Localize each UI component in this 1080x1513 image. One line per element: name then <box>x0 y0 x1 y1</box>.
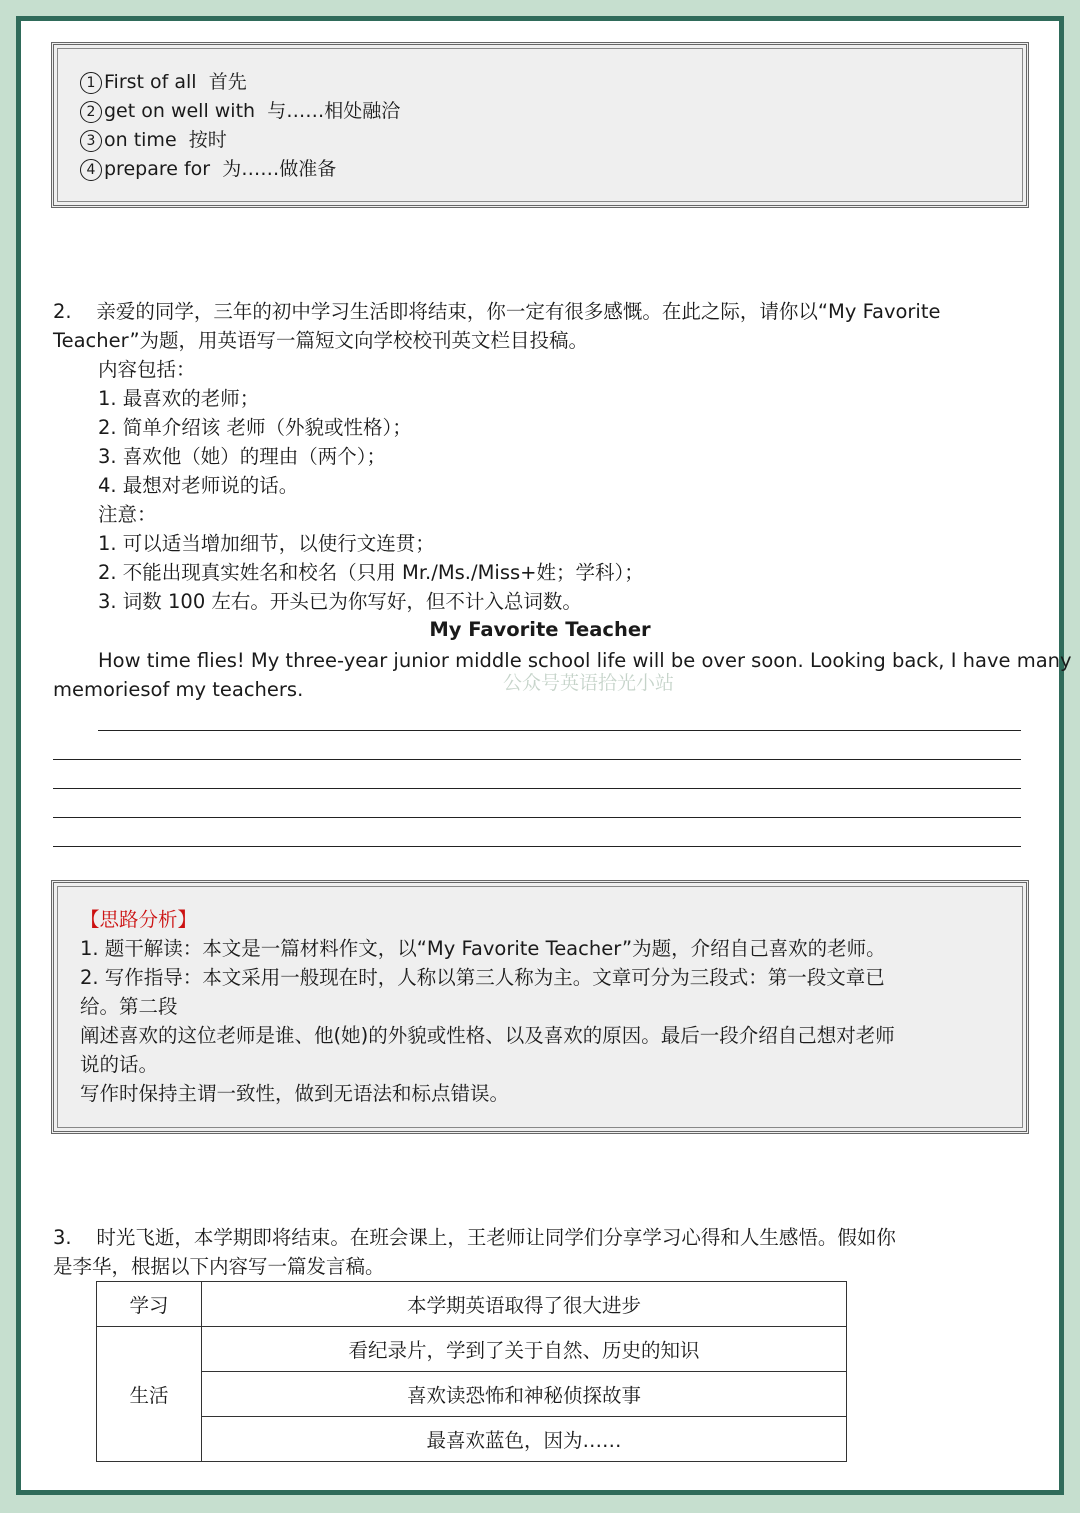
table-row <box>97 1417 847 1462</box>
phrase-zh: 按时 <box>188 129 227 151</box>
phrase-en: prepare for <box>104 158 211 180</box>
essay-opening-line2: memoriesof my teachers. <box>53 678 304 701</box>
table-cell-value: 喜欢读恐怖和神秘侦探故事 <box>202 1372 847 1417</box>
q3-info-table <box>96 1281 847 1462</box>
answer-line <box>53 846 1021 847</box>
circled-number: 1 <box>80 72 102 94</box>
table-row <box>97 1372 847 1417</box>
phrase-en: on time <box>104 129 177 151</box>
q3-prompt-text: 时光飞逝，本学期即将结束。在班会课上，王老师让同学们分享学习心得和人生感悟。假如你 <box>96 1226 896 1249</box>
phrase-zh: 与……相处融洽 <box>267 100 401 122</box>
answer-line <box>53 788 1021 789</box>
phrase-item <box>80 155 336 184</box>
phrase-en: First of all <box>104 71 197 93</box>
phrase-zh: 首先 <box>208 71 247 93</box>
phrase-en: get on well with <box>104 100 256 122</box>
content-item: 4. 最想对老师说的话。 <box>98 474 299 497</box>
content-item: 1. 最喜欢的老师； <box>98 387 260 410</box>
notes-heading: 注意： <box>98 503 157 526</box>
table-row <box>97 1282 847 1327</box>
table-cell-label: 生活 <box>97 1327 202 1462</box>
table-cell-label: 学习 <box>97 1282 202 1327</box>
q3-prompt-line2: 是李华，根据以下内容写一篇发言稿。 <box>53 1255 385 1278</box>
content-heading: 内容包括： <box>98 358 196 381</box>
phrase-item <box>80 126 227 155</box>
phrases-box <box>51 42 1029 208</box>
analysis-line: 给。第二段 <box>80 995 178 1018</box>
answer-line <box>53 817 1021 818</box>
circled-number: 2 <box>80 101 102 123</box>
circled-number: 3 <box>80 130 102 152</box>
watermark: 公众号英语拾光小站 <box>503 672 675 694</box>
phrase-item <box>80 68 247 97</box>
phrase-item <box>80 97 400 126</box>
analysis-line: 说的话。 <box>80 1053 159 1076</box>
q2-prompt-text: 亲爱的同学，三年的初中学习生活即将结束，你一定有很多感慨。在此之际，请你以“My Favorite <box>96 300 941 323</box>
analysis-line: 写作时保持主谓一致性，做到无语法和标点错误。 <box>80 1082 510 1105</box>
phrase-zh: 为……做准备 <box>222 158 337 180</box>
table-row <box>97 1327 847 1372</box>
answer-line <box>53 759 1021 760</box>
note-item: 2. 不能出现真实姓名和校名（只用 Mr./Ms./Miss+姓；学科）； <box>98 561 644 584</box>
essay-opening-line1: How time flies! My three-year junior middle school life will be over soon. Looking back, I have many <box>98 649 1072 672</box>
answer-line <box>98 730 1021 731</box>
q2-prompt-line1 <box>53 297 941 326</box>
circled-number: 4 <box>80 159 102 181</box>
note-item: 1. 可以适当增加细节，以使行文连贯； <box>98 532 435 555</box>
analysis-line: 1. 题干解读：本文是一篇材料作文，以“My Favorite Teacher”为题，介绍自己喜欢的老师。 <box>80 937 886 960</box>
analysis-line: 2. 写作指导：本文采用一般现在时，人称以第三人称为主。文章可分为三段式：第一段文章已 <box>80 966 885 989</box>
q3-prompt-line1 <box>53 1223 896 1252</box>
table-cell-value: 看纪录片，学到了关于自然、历史的知识 <box>202 1327 847 1372</box>
analysis-line: 阐述喜欢的这位老师是谁、他(她)的外貌或性格、以及喜欢的原因。最后一段介绍自己想对老师 <box>80 1024 895 1047</box>
table-cell-value: 本学期英语取得了很大进步 <box>202 1282 847 1327</box>
content-item: 3. 喜欢他（她）的理由（两个）； <box>98 445 387 468</box>
analysis-heading: 【思路分析】 <box>80 908 198 931</box>
note-item: 3. 词数 100 左右。开头已为你写好，但不计入总词数。 <box>98 590 582 613</box>
table-cell-value: 最喜欢蓝色，因为…… <box>202 1417 847 1462</box>
q2-prompt-line2: Teacher”为题，用英语写一篇短文向学校校刊英文栏目投稿。 <box>53 329 589 352</box>
content-item: 2. 简单介绍该 老师（外貌或性格）； <box>98 416 412 439</box>
analysis-box <box>51 880 1029 1134</box>
q3-number: 3. <box>53 1226 72 1249</box>
essay-title: My Favorite Teacher <box>429 618 651 641</box>
q2-number: 2. <box>53 300 72 323</box>
